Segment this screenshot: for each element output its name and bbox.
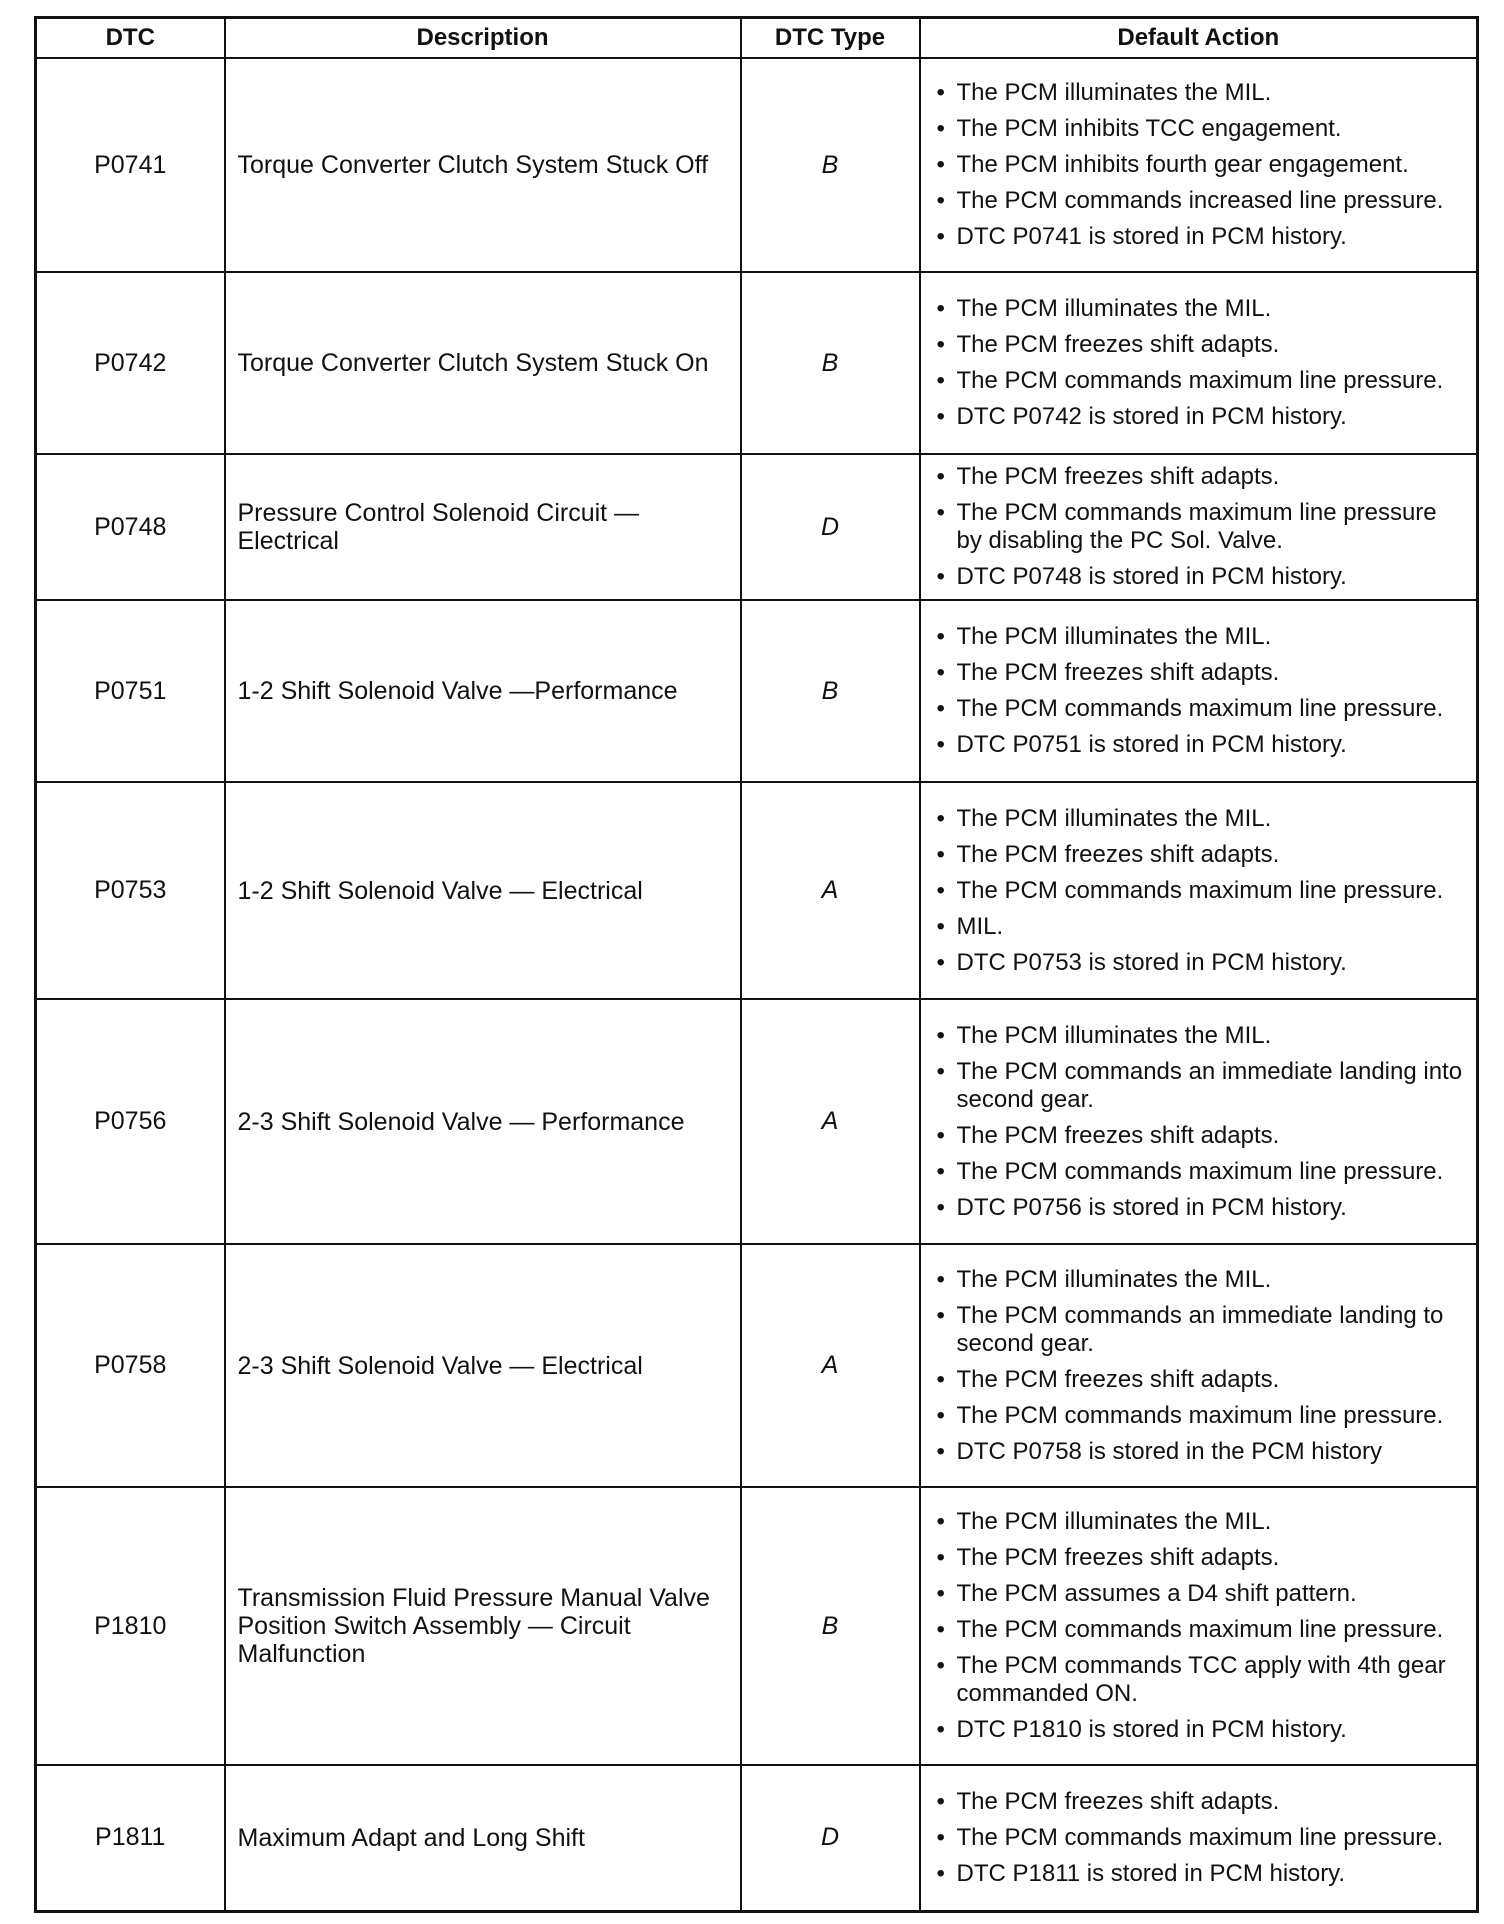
dtc-type: D [741,454,920,600]
header-description: Description [225,18,741,59]
dtc-code: P0756 [36,999,225,1244]
action-item: • The PCM freezes shift adapts. [957,463,1465,491]
action-item: • The PCM freezes shift adapts. [957,1788,1465,1816]
table-row [36,58,1478,272]
dtc-description: Pressure Control Solenoid Circuit — Electrical [225,454,741,600]
dtc-description: Transmission Fluid Pressure Manual Valve Position Switch Assembly — Circuit Malfunction [225,1487,741,1765]
action-item: • The PCM freezes shift adapts. [957,331,1465,359]
action-item: • DTC P1810 is stored in PCM history. [957,1716,1465,1744]
default-action-cell [920,600,1478,782]
dtc-description: Maximum Adapt and Long Shift [225,1765,741,1911]
action-item: • DTC P0753 is stored in PCM history. [957,949,1465,977]
action-list [957,295,1465,431]
action-item: • The PCM commands maximum line pressure by disabling the PC Sol. Valve. [957,499,1465,555]
action-item: • MIL. [957,913,1465,941]
action-item: • The PCM freezes shift adapts. [957,659,1465,687]
action-item: • The PCM commands maximum line pressure. [957,695,1465,723]
action-item: • The PCM commands maximum line pressure. [957,1158,1465,1186]
dtc-description: 1-2 Shift Solenoid Valve —Performance [225,600,741,782]
header-default-action: Default Action [920,18,1478,59]
table-row [36,1765,1478,1911]
action-item: • The PCM illuminates the MIL. [957,295,1465,323]
action-item: • DTC P0751 is stored in PCM history. [957,731,1465,759]
action-list [957,623,1465,759]
table-row [36,272,1478,454]
action-item: • The PCM assumes a D4 shift pattern. [957,1580,1465,1608]
action-list [957,1022,1465,1222]
dtc-type: D [741,1765,920,1911]
action-item: • DTC P0758 is stored in the PCM history [957,1438,1465,1466]
action-item: • The PCM inhibits fourth gear engagement. [957,151,1465,179]
action-list [957,79,1465,251]
action-item: • The PCM illuminates the MIL. [957,623,1465,651]
default-action-cell [920,1244,1478,1487]
table-row [36,600,1478,782]
table-row [36,782,1478,999]
table-row [36,1487,1478,1765]
default-action-cell [920,272,1478,454]
dtc-type: A [741,1244,920,1487]
dtc-code: P1811 [36,1765,225,1911]
dtc-type: B [741,58,920,272]
default-action-cell [920,782,1478,999]
action-list [957,805,1465,977]
table-row [36,1244,1478,1487]
dtc-description: 2-3 Shift Solenoid Valve — Electrical [225,1244,741,1487]
dtc-table [34,16,1479,1913]
action-item: • The PCM freezes shift adapts. [957,1122,1465,1150]
action-item: • The PCM commands maximum line pressure. [957,1824,1465,1852]
action-item: • The PCM freezes shift adapts. [957,1366,1465,1394]
table-body [36,58,1478,1911]
action-item: • The PCM commands maximum line pressure. [957,1402,1465,1430]
action-item: • The PCM illuminates the MIL. [957,1266,1465,1294]
dtc-code: P0748 [36,454,225,600]
dtc-type: A [741,782,920,999]
action-item: • The PCM commands TCC apply with 4th gear commanded ON. [957,1652,1465,1708]
default-action-cell [920,1765,1478,1911]
dtc-type: B [741,272,920,454]
header-row [36,18,1478,59]
action-item: • The PCM illuminates the MIL. [957,79,1465,107]
header-dtc: DTC [36,18,225,59]
dtc-type: B [741,1487,920,1765]
dtc-description: Torque Converter Clutch System Stuck Off [225,58,741,272]
action-list [957,1508,1465,1744]
action-list [957,1266,1465,1466]
dtc-description: 2-3 Shift Solenoid Valve — Performance [225,999,741,1244]
action-item: • The PCM illuminates the MIL. [957,805,1465,833]
action-item: • DTC P0741 is stored in PCM history. [957,223,1465,251]
action-item: • The PCM commands maximum line pressure. [957,1616,1465,1644]
action-item: • DTC P0748 is stored in PCM history. [957,563,1465,591]
default-action-cell [920,1487,1478,1765]
dtc-code: P0753 [36,782,225,999]
action-item: • The PCM illuminates the MIL. [957,1508,1465,1536]
action-list [957,463,1465,591]
dtc-type: A [741,999,920,1244]
action-list [957,1788,1465,1888]
action-item: • The PCM freezes shift adapts. [957,1544,1465,1572]
action-item: • The PCM commands increased line pressure. [957,187,1465,215]
action-item: • DTC P0756 is stored in PCM history. [957,1194,1465,1222]
action-item: • DTC P0742 is stored in PCM history. [957,403,1465,431]
dtc-code: P1810 [36,1487,225,1765]
dtc-code: P0758 [36,1244,225,1487]
default-action-cell [920,454,1478,600]
dtc-code: P0741 [36,58,225,272]
action-item: • The PCM commands maximum line pressure. [957,367,1465,395]
default-action-cell [920,58,1478,272]
header-dtc-type: DTC Type [741,18,920,59]
action-item: • The PCM inhibits TCC engagement. [957,115,1465,143]
action-item: • The PCM freezes shift adapts. [957,841,1465,869]
action-item: • The PCM illuminates the MIL. [957,1022,1465,1050]
action-item: • DTC P1811 is stored in PCM history. [957,1860,1465,1888]
action-item: • The PCM commands maximum line pressure. [957,877,1465,905]
table-row [36,999,1478,1244]
dtc-type: B [741,600,920,782]
dtc-code: P0742 [36,272,225,454]
dtc-description: Torque Converter Clutch System Stuck On [225,272,741,454]
dtc-description: 1-2 Shift Solenoid Valve — Electrical [225,782,741,999]
action-item: • The PCM commands an immediate landing into second gear. [957,1058,1465,1114]
table-row [36,454,1478,600]
default-action-cell [920,999,1478,1244]
dtc-code: P0751 [36,600,225,782]
action-item: • The PCM commands an immediate landing to second gear. [957,1302,1465,1358]
